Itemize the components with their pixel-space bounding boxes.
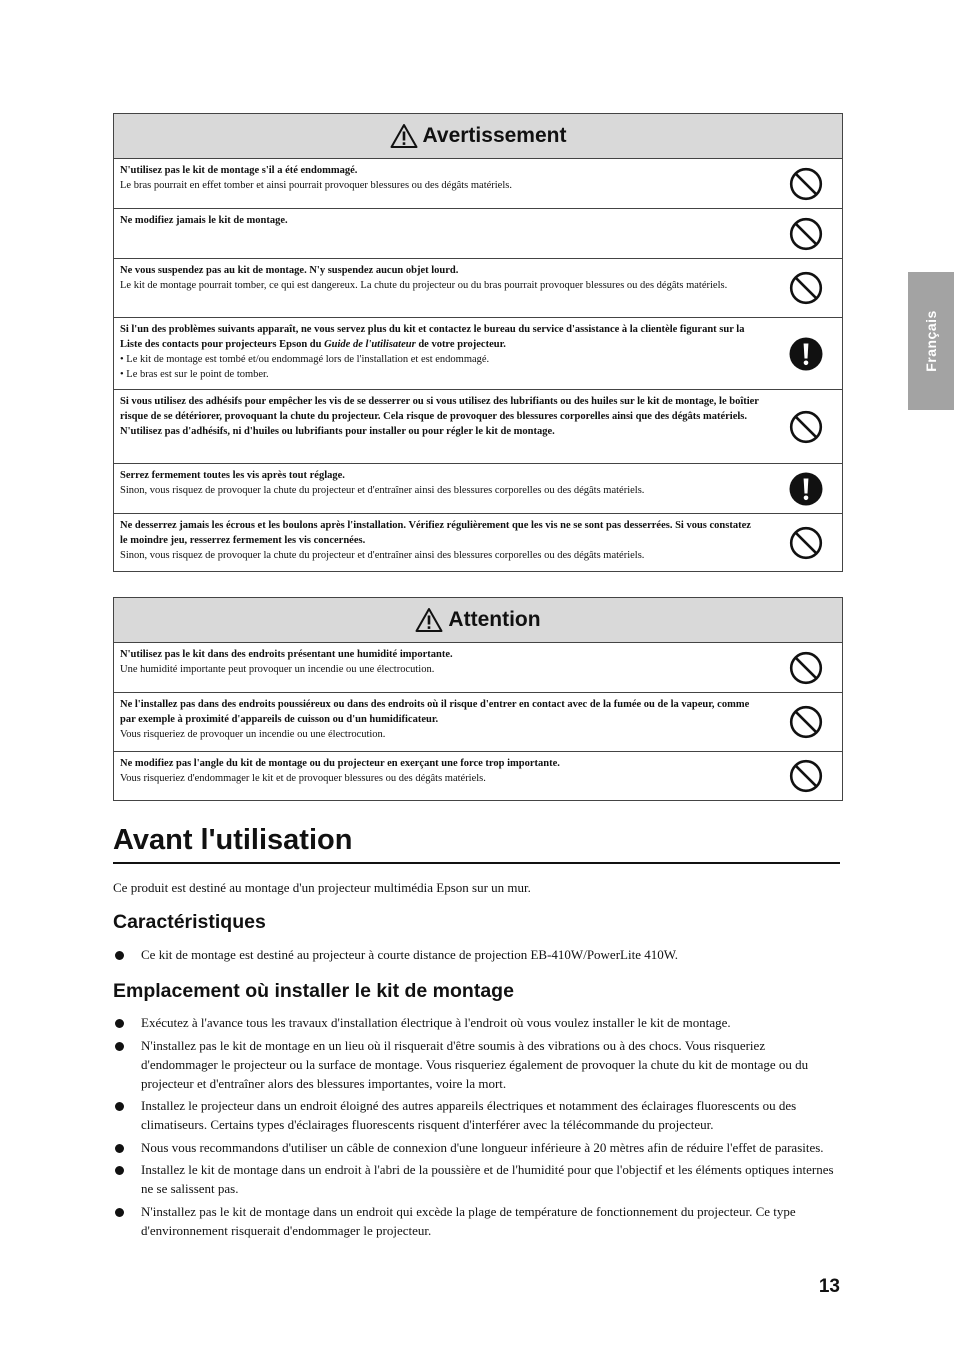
safety-row-text (114, 693, 770, 751)
safety-row-detail: Le bras pourrait en effet tomber et ainsi pourrait provoquer blessures ou des dégâts matériels. (120, 180, 512, 191)
features-heading: Caractéristiques (113, 911, 266, 933)
warning-rows (114, 159, 842, 571)
prohibited-icon (770, 514, 842, 571)
bullet-icon (115, 951, 124, 960)
heading-part: de votre projecteur. (415, 339, 506, 350)
safety-row-text (114, 318, 770, 389)
list-item-text: Installez le projecteur dans un endroit éloigné des autres appareils électriques et notamment des éclairages fluorescents ou des climatiseurs. Certains types d'éclairages fluorescents risquent d'interférer avec la télécommande du projecteur. (141, 1098, 797, 1132)
safety-row-text (114, 209, 770, 258)
safety-row-text (114, 390, 770, 463)
language-tab (908, 272, 954, 410)
safety-row (114, 258, 842, 317)
list-item (113, 945, 840, 964)
prohibited-icon (770, 209, 842, 258)
safety-row (114, 463, 842, 513)
list-item-text: Exécutez à l'avance tous les travaux d'installation électrique à l'endroit où vous voulez installer le kit de montage. (141, 1015, 731, 1030)
safety-row-heading: Si vous utilisez des adhésifs pour empêcher les vis de se desserrer ou si vous utilisez des lubrifiants ou des huiles sur le kit de montage, le boîtier risque de se détériorer, provoquant la chute du projecteur. Cela risque de provoquer des blessures corporelles ainsi que des dégâts matériels. N'utilisez pas d'adhésifs, ni d'huiles ou lubrifiants pour installer ou pour régler le kit de montage. (120, 396, 759, 437)
safety-row-text (114, 752, 770, 800)
safety-row-heading: Ne modifiez pas l'angle du kit de montage ou du projecteur en exerçant une force trop importante. (120, 758, 560, 769)
safety-row (114, 159, 842, 208)
safety-row (114, 317, 842, 389)
list-item (113, 1096, 840, 1134)
safety-row-text (114, 464, 770, 513)
safety-row-text (114, 159, 770, 208)
safety-row-text (114, 259, 770, 317)
safety-row-heading: Ne vous suspendez pas au kit de montage. N'y suspendez aucun objet lourd. (120, 265, 459, 276)
bullet-icon (115, 1166, 124, 1175)
safety-row-detail: Sinon, vous risquez de provoquer la chute du projecteur et d'entraîner ainsi des blessures corporelles ou des dégâts matériels. (120, 485, 645, 496)
safety-row-detail: Sinon, vous risquez de provoquer la chute du projecteur et d'entraîner ainsi des blessures corporelles ou des dégâts matériels. (120, 550, 645, 561)
caution-box-header (114, 598, 842, 643)
prohibited-icon (770, 752, 842, 800)
warning-box-header (114, 114, 842, 159)
safety-row (114, 513, 842, 571)
safety-row-heading: Ne modifiez jamais le kit de montage. (120, 215, 288, 226)
warning-triangle-icon (415, 607, 443, 633)
location-heading: Emplacement où installer le kit de montage (113, 980, 514, 1002)
safety-row-heading: N'utilisez pas le kit dans des endroits présentant une humidité importante. (120, 649, 453, 660)
list-item-text: N'installez pas le kit de montage dans un endroit qui excède la plage de température de fonctionnement du projecteur. Ce type d'environnement risquerait d'endommager le projecteur. (141, 1203, 796, 1238)
safety-row (114, 643, 842, 692)
bullet-icon (115, 1042, 124, 1051)
bullet-icon (115, 1208, 124, 1217)
safety-row-text (114, 643, 770, 692)
safety-row-heading: Serrez fermement toutes les vis après tout réglage. (120, 470, 345, 481)
list-item-text: Installez le kit de montage dans un endroit à l'abri de la poussière et de l'humidité pour que l'objectif et les éléments optiques internes ne se salissent pas. (141, 1162, 834, 1196)
safety-row (114, 692, 842, 751)
safety-row-heading: Ne desserrez jamais les écrous et les boulons après l'installation. Vérifiez régulièrement que les vis ne se sont pas desserrées. Si vous constatez le moindre jeu, resserrez fermement les vis concernées. (120, 520, 751, 546)
safety-row-detail: Vous risqueriez de provoquer un incendie ou une électrocution. (120, 729, 386, 740)
prohibited-icon (770, 159, 842, 208)
safety-row-heading: Ne l'installez pas dans des endroits poussiéreux ou dans des endroits où il risque d'entrer en contact avec de la fumée ou de la vapeur, comme par exemple à proximité d'appareils de cuisson ou d'un humidificateur. (120, 699, 750, 725)
safety-row-heading (120, 322, 761, 352)
bullet-icon (115, 1144, 124, 1153)
safety-row-list-item: • Le bras est sur le point de tomber. (120, 369, 269, 380)
safety-row (114, 208, 842, 258)
warning-box (113, 113, 843, 572)
prohibited-icon (770, 693, 842, 751)
safety-row (114, 751, 842, 800)
features-list (113, 945, 840, 968)
safety-row-text (114, 514, 770, 571)
safety-row (114, 389, 842, 463)
section-title: Avant l'utilisation (113, 820, 840, 864)
safety-row-heading: N'utilisez pas le kit de montage s'il a été endommagé. (120, 165, 358, 176)
safety-row-list-item: • Le kit de montage est tombé et/ou endommagé lors de l'installation et est endommagé. (120, 354, 490, 365)
bullet-icon (115, 1102, 124, 1111)
list-item (113, 1202, 840, 1240)
caution-box (113, 597, 843, 801)
page-number: 13 (818, 1276, 840, 1297)
bullet-icon (115, 1019, 124, 1028)
prohibited-icon (770, 390, 842, 463)
list-item (113, 1138, 840, 1157)
location-list (113, 1013, 840, 1243)
section-intro: Ce produit est destiné au montage d'un projecteur multimédia Epson sur un mur. (113, 880, 531, 895)
safety-row-detail: Une humidité importante peut provoquer un incendie ou une électrocution. (120, 664, 435, 675)
prohibited-icon (770, 259, 842, 317)
heading-part: Si l'un des problèmes suivants apparaît, ne vous servez plus du kit et contactez le bureau du service d'assistance à la clientèle figurant sur la Liste des contacts pour projecteurs Epson du (120, 324, 745, 350)
list-item-text: Ce kit de montage est destiné au projecteur à courte distance de projection EB-410W/PowerLite 410W. (141, 947, 679, 962)
mandatory-icon (770, 464, 842, 513)
caution-rows (114, 643, 842, 800)
safety-row-detail: Vous risqueriez d'endommager le kit et de provoquer blessures ou des dégâts matériels. (120, 773, 486, 784)
mandatory-icon (770, 318, 842, 389)
list-item (113, 1013, 840, 1032)
list-item (113, 1160, 840, 1198)
heading-italic-part: Guide de l'utilisateur (324, 339, 416, 350)
warning-box-title: Avertissement (422, 124, 567, 147)
list-item (113, 1036, 840, 1093)
prohibited-icon (770, 643, 842, 692)
caution-box-title: Attention (448, 608, 541, 631)
list-item-text: N'installez pas le kit de montage en un lieu où il risquerait d'être soumis à des vibrations ou à des chocs. Vous risqueriez d'endommager le projecteur ou la surface de montage. Vous risqueriez également de provoquer la chute du kit de montage ou du projecteur et d'entraîner alors des blessures importantes, voire la mort. (141, 1037, 809, 1091)
safety-row-detail: Le kit de montage pourrait tomber, ce qui est dangereux. La chute du projecteur ou du bras pourrait provoquer blessures ou des dégâts matériels. (120, 280, 728, 291)
language-tab-label: Français (923, 310, 939, 372)
list-item-text: Nous vous recommandons d'utiliser un câble de connexion d'une longueur inférieure à 20 mètres afin de réduire l'effet de parasites. (141, 1139, 824, 1155)
warning-triangle-icon (390, 123, 418, 149)
